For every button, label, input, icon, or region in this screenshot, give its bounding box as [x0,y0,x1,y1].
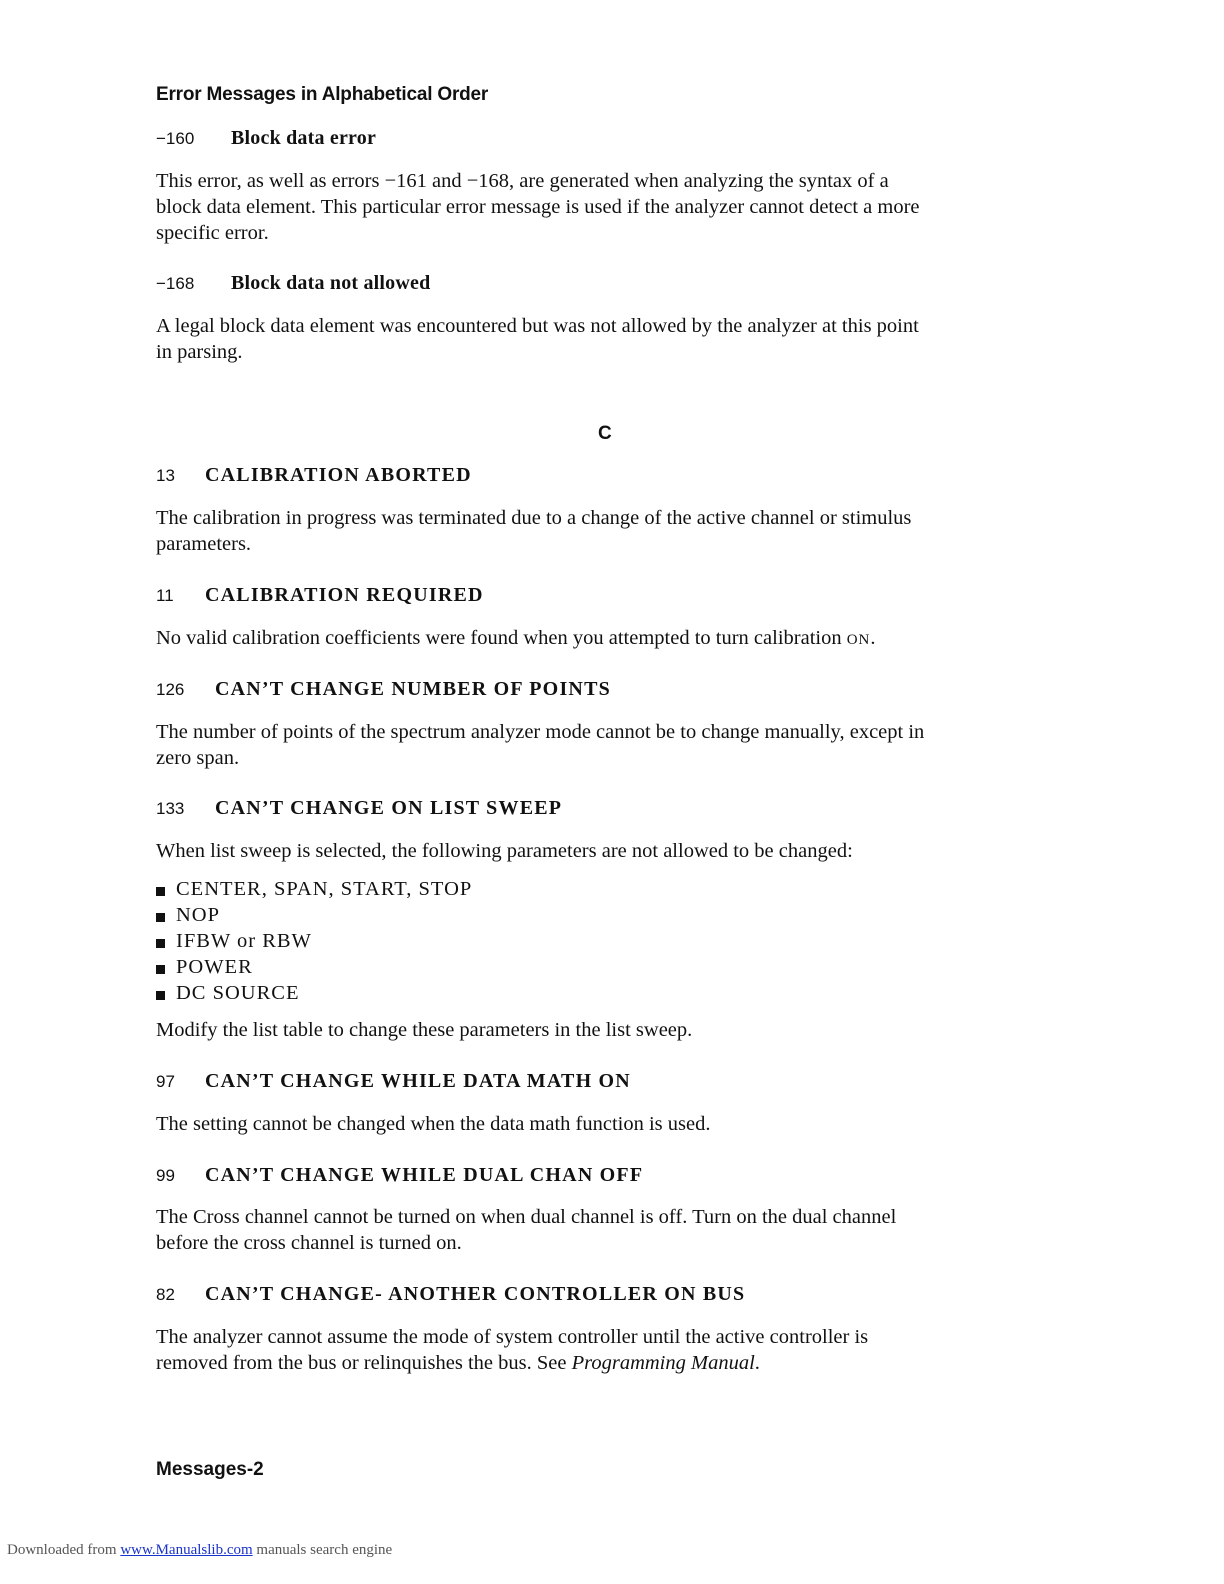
key-label-on: ON [846,632,871,648]
error-description [156,505,1066,557]
download-prefix: Downloaded from [7,1542,121,1558]
download-notice [7,1542,392,1559]
entry-heading [156,127,376,150]
error-code: 97 [156,1072,175,1091]
list-item-text: NOP [176,903,221,926]
error-title: CAN’T CHANGE WHILE DATA MATH ON [205,1070,631,1092]
bullet-square-icon [156,991,165,1000]
description-line: The number of points of the spectrum analyzer mode cannot be to change manually, except in [156,721,925,743]
manual-reference: Programming Manual [571,1352,755,1374]
entry-heading [156,464,472,487]
list-item [156,980,472,1006]
error-description [156,1111,1066,1137]
list-item [156,954,472,980]
error-title: CALIBRATION REQUIRED [205,584,484,606]
description-line: zero span. [156,747,240,769]
error-description [156,313,1066,365]
error-description [156,625,1066,653]
error-title: CAN’T CHANGE NUMBER OF POINTS [215,678,611,700]
description-line: specific error. [156,222,269,244]
description-line: parameters. [156,533,252,555]
list-item [156,902,472,928]
list-item [156,928,472,954]
list-item-text: CENTER, SPAN, START, STOP [176,877,473,900]
error-title: CAN’T CHANGE WHILE DUAL CHAN OFF [205,1164,644,1186]
description-line: The calibration in progress was terminated due to a change of the active channel or stimulus [156,507,912,529]
description-line: This error, as well as errors −161 and −168, are generated when analyzing the syntax of a [156,170,889,192]
bullet-square-icon [156,887,165,896]
description-line: The analyzer cannot assume the mode of system controller until the active controller is [156,1326,869,1348]
entry-heading [156,584,484,607]
bullet-square-icon [156,939,165,948]
error-code: 11 [156,586,174,605]
description-text: No valid calibration coefficients were found when you attempted to turn calibration [156,627,847,649]
description-punct: . [870,627,876,649]
description-line: in parsing. [156,341,243,363]
entry-heading [156,272,430,295]
error-code: 99 [156,1166,175,1185]
bullet-square-icon [156,965,165,974]
error-code: −160 [156,129,195,148]
description-line: block data element. This particular error message is used if the analyzer cannot detect a more [156,196,920,218]
running-header: Error Messages in Alphabetical Order [156,84,489,105]
entry-heading [156,1283,745,1306]
list-item [156,876,472,902]
description-line: A legal block data element was encountered but was not allowed by the analyzer at this point [156,315,919,337]
entry-heading [156,1070,631,1093]
error-code: −168 [156,274,195,293]
manualslib-link[interactable]: www.Manualslib.com [120,1542,253,1558]
error-title: CAN’T CHANGE ON LIST SWEEP [215,797,563,819]
description-line: The setting cannot be changed when the data math function is used. [156,1113,711,1135]
error-title: Block data not allowed [231,272,431,294]
error-description [156,1324,1066,1376]
error-description [156,1204,1066,1256]
error-code: 133 [156,799,185,818]
error-code: 126 [156,680,185,699]
error-description: Modify the list table to change these parameters in the list sweep. [156,1019,693,1041]
description-text: removed from the bus or relinquishes the bus. See [156,1352,572,1374]
list-item-text: IFBW or RBW [176,929,312,952]
description-line: The Cross channel cannot be turned on when dual channel is off. Turn on the dual channel [156,1206,897,1228]
error-title: CALIBRATION ABORTED [205,464,472,486]
error-code: 13 [156,466,175,485]
description-punct: . [754,1352,760,1374]
entry-heading [156,797,562,820]
download-suffix: manuals search engine [252,1542,393,1558]
description-line: before the cross channel is turned on. [156,1232,462,1254]
entry-heading [156,678,611,701]
list-item-text: DC SOURCE [176,981,300,1004]
error-code: 82 [156,1285,175,1304]
error-description: When list sweep is selected, the following parameters are not allowed to be changed: [156,840,853,862]
list-item-text: POWER [176,955,253,978]
error-description [156,719,1066,771]
section-letter: C [598,423,612,444]
entry-heading [156,1164,643,1187]
error-description [156,168,1066,246]
error-title: CAN’T CHANGE- ANOTHER CONTROLLER ON BUS [205,1283,746,1305]
error-title: Block data error [231,127,377,149]
parameter-list [156,876,472,1006]
bullet-square-icon [156,913,165,922]
page-number: Messages-2 [156,1459,264,1480]
